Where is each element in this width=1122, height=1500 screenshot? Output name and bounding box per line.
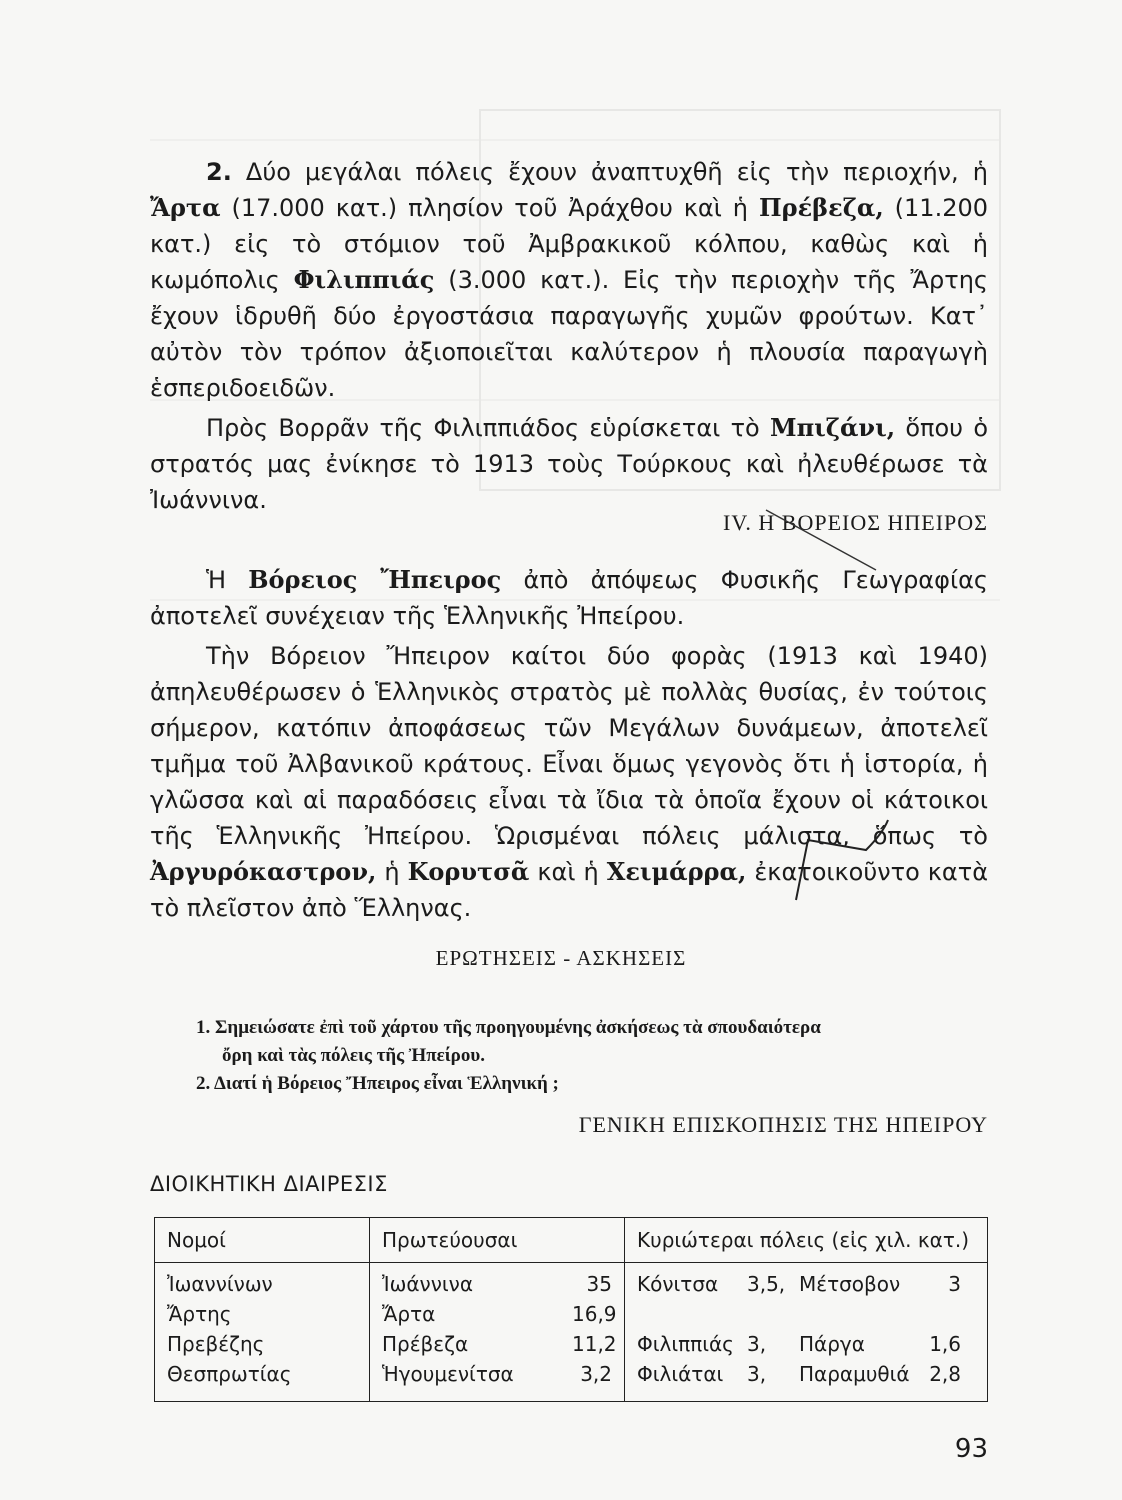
paragraph-block-1 (150, 154, 988, 518)
towns-cell (625, 1263, 988, 1402)
paragraph-block-2 (150, 562, 988, 926)
town-value: 3,5, (747, 1272, 786, 1296)
bold-term-argyrokastro: Ἀργυρόκαστρον, (150, 857, 377, 886)
town-value: 3 (948, 1272, 961, 1296)
text-run: Τὴν Βόρειον Ἤπειρον καίτοι δύο φορὰς (1913 καὶ 1940) ἀπηλευθέρωσεν ὁ Ἑλληνικὸς στρατὸς μὲ πολλὰς θυσίας, ἐν τούτοις σήμερον, κατόπιν ἀποφάσεως τῶν Μεγάλων δυνάμεων, ἀποτελεῖ τμῆμα τοῦ Ἀλβανικοῦ κράτους. Εἶναι ὅμως γεγονὸς ὅτι ἡ ἱστορία, ἡ γλῶσσα καὶ αἱ παραδόσεις εἶναι τὰ ἴδια τὰ ὁποῖα ἔχουν οἱ κάτοικοι τῆς Ἑλληνικῆς Ἠπείρου. Ὡρισμέναι πόλεις μάλιστα, ὅπως τὸ (150, 642, 988, 850)
text-run: (3.000 κατ.). Εἰς τὴν περιοχὴν τῆς Ἄρτης ἔχουν ἱδρυθῆ δύο ἐργοστάσια παραγωγῆς χυμῶν φρούτων. Κατ᾽ αὐτὸν τὸν τρόπον ἀξιοποιεῖται καλύτερον ἡ πλουσία παραγωγὴ ἑσπεριδοειδῶν. (150, 266, 988, 402)
paragraph-cities (150, 154, 988, 406)
text-run: ἡ (376, 858, 408, 886)
column-header-prefecture: Νομοί (155, 1218, 370, 1263)
section-title: IV. Η ΒΟΡΕΙΟΣ ΗΠΕΙΡΟΣ (723, 510, 988, 535)
town-name: Κόνιτσα (637, 1272, 719, 1296)
town-name: Μέτσοβον (799, 1272, 901, 1296)
table-row-line (382, 1329, 617, 1359)
text-run: Ἡ (206, 566, 249, 594)
town-name: Παραμυθιά (799, 1362, 910, 1386)
capital-population: 3,2 (580, 1362, 612, 1386)
capital-name: Ἄρτα (382, 1302, 436, 1326)
bold-term-arta: Ἄρτα (150, 193, 221, 222)
capital-population: 35 (586, 1272, 612, 1296)
table-cell: Ἰωαννίνων (167, 1272, 273, 1296)
column-header-towns: Κυριώτεραι πόλεις (εἰς χιλ. κατ.) (625, 1218, 988, 1263)
capital-population: 16,9 (572, 1302, 617, 1326)
text-run: ὅπου ὁ στρατός μας ἐνίκησε τὸ 1913 τοὺς Τούρκους καὶ ἠλευθέρωσε τὰ Ἰωάννινα. (150, 414, 988, 514)
capital-name: Ἡγουμενίτσα (382, 1362, 514, 1386)
table-cell: Θεσπρωτίας (167, 1362, 292, 1386)
text-run: καὶ ἡ (529, 858, 607, 886)
admin-division-table (154, 1217, 988, 1402)
bold-term-himara: Χειμάρρα, (606, 857, 747, 886)
bold-term-korytsa: Κορυτσᾶ (407, 857, 530, 886)
table-row-line (637, 1269, 975, 1299)
admin-division-title: ΔΙΟΙΚΗΤΙΚΗ ΔΙΑΙΡΕΣΙΣ (150, 1172, 388, 1196)
town-value: 1,6 (929, 1332, 961, 1356)
text-run: (17.000 κατ.) πλησίον τοῦ Ἀράχθου καὶ ἡ (220, 194, 759, 222)
town-name: Πάργα (799, 1332, 865, 1356)
page-number: 93 (954, 1434, 988, 1464)
table-row-line (637, 1359, 975, 1389)
prefecture-cell (155, 1263, 370, 1402)
capital-population: 11,2 (572, 1332, 617, 1356)
town-value: 3, (747, 1362, 767, 1386)
text-run: ἐκατοικοῦντο κατὰ τὸ πλεῖστον ἀπὸ Ἕλληνας. (150, 858, 989, 922)
table-row-line (637, 1299, 975, 1329)
table-body-row (155, 1263, 988, 1402)
questions-list (196, 1014, 988, 1098)
capital-name: Ἰωάννινα (382, 1272, 473, 1296)
question-1-continuation: ὄρη καὶ τὰς πόλεις τῆς Ἠπείρου. (222, 1045, 485, 1066)
table-row-line (382, 1269, 612, 1299)
bold-term-bizani: Μπιζάνι, (770, 413, 896, 442)
table-row-line (382, 1299, 617, 1329)
table-cell: Ἄρτης (167, 1302, 232, 1326)
bold-term-filippias: Φιλιππιάς (293, 265, 435, 294)
table-row-line (637, 1329, 975, 1359)
text-run: ἀπὸ ἀπόψεως Φυσικῆς Γεωγραφίας ἀποτελεῖ συνέχειαν τῆς Ἑλληνικῆς Ἠπείρου. (150, 566, 988, 630)
paragraph-northern-epirus-history (150, 638, 988, 926)
item-number: 2. (206, 158, 232, 186)
town-name: Φιλιάται (637, 1362, 724, 1386)
paragraph-bizani (150, 410, 988, 518)
question-1: 1. Σημειώσατε ἐπὶ τοῦ χάρτου τῆς προηγουμένης ἀσκήσεως τὰ σπουδαιότερα (196, 1017, 821, 1038)
table-cell: Πρεβέζης (167, 1332, 265, 1356)
town-value: 3, (747, 1332, 767, 1356)
bold-term-preveza: Πρέβεζα, (758, 193, 884, 222)
paragraph-northern-epirus-intro (150, 562, 988, 634)
capital-name: Πρέβεζα (382, 1332, 469, 1356)
questions-title: ΕΡΩΤΗΣΕΙΣ - ΑΣΚΗΣΕΙΣ (435, 946, 687, 970)
capital-cell (370, 1263, 625, 1402)
question-2: 2. Διατί ἡ Βόρειος Ἤπειρος εἶναι Ἑλληνική ; (196, 1073, 559, 1094)
table-row-line (382, 1359, 612, 1389)
town-name: Φιλιππιάς (637, 1332, 734, 1356)
table-header-row (155, 1218, 988, 1263)
text-run: Δύο μεγάλαι πόλεις ἔχουν ἀναπτυχθῆ εἰς τὴν περιοχήν, ἡ (231, 158, 988, 186)
overview-title: ΓΕΝΙΚΗ ΕΠΙΣΚΟΠΗΣΙΣ ΤΗΣ ΗΠΕΙΡΟΥ (578, 1112, 988, 1137)
bold-term-northern-epirus: Βόρειος Ἤπειρος (248, 565, 502, 594)
town-value: 2,8 (929, 1362, 961, 1386)
text-run: Πρὸς Βορρᾶν τῆς Φιλιππιάδος εὑρίσκεται τὸ (206, 414, 770, 442)
text-run: (11.200 κατ.) εἰς τὸ στόμιον τοῦ Ἀμβρακικοῦ κόλπου, καθὼς καὶ ἡ κωμόπολις (150, 194, 989, 294)
column-header-capital: Πρωτεύουσαι (370, 1218, 625, 1263)
